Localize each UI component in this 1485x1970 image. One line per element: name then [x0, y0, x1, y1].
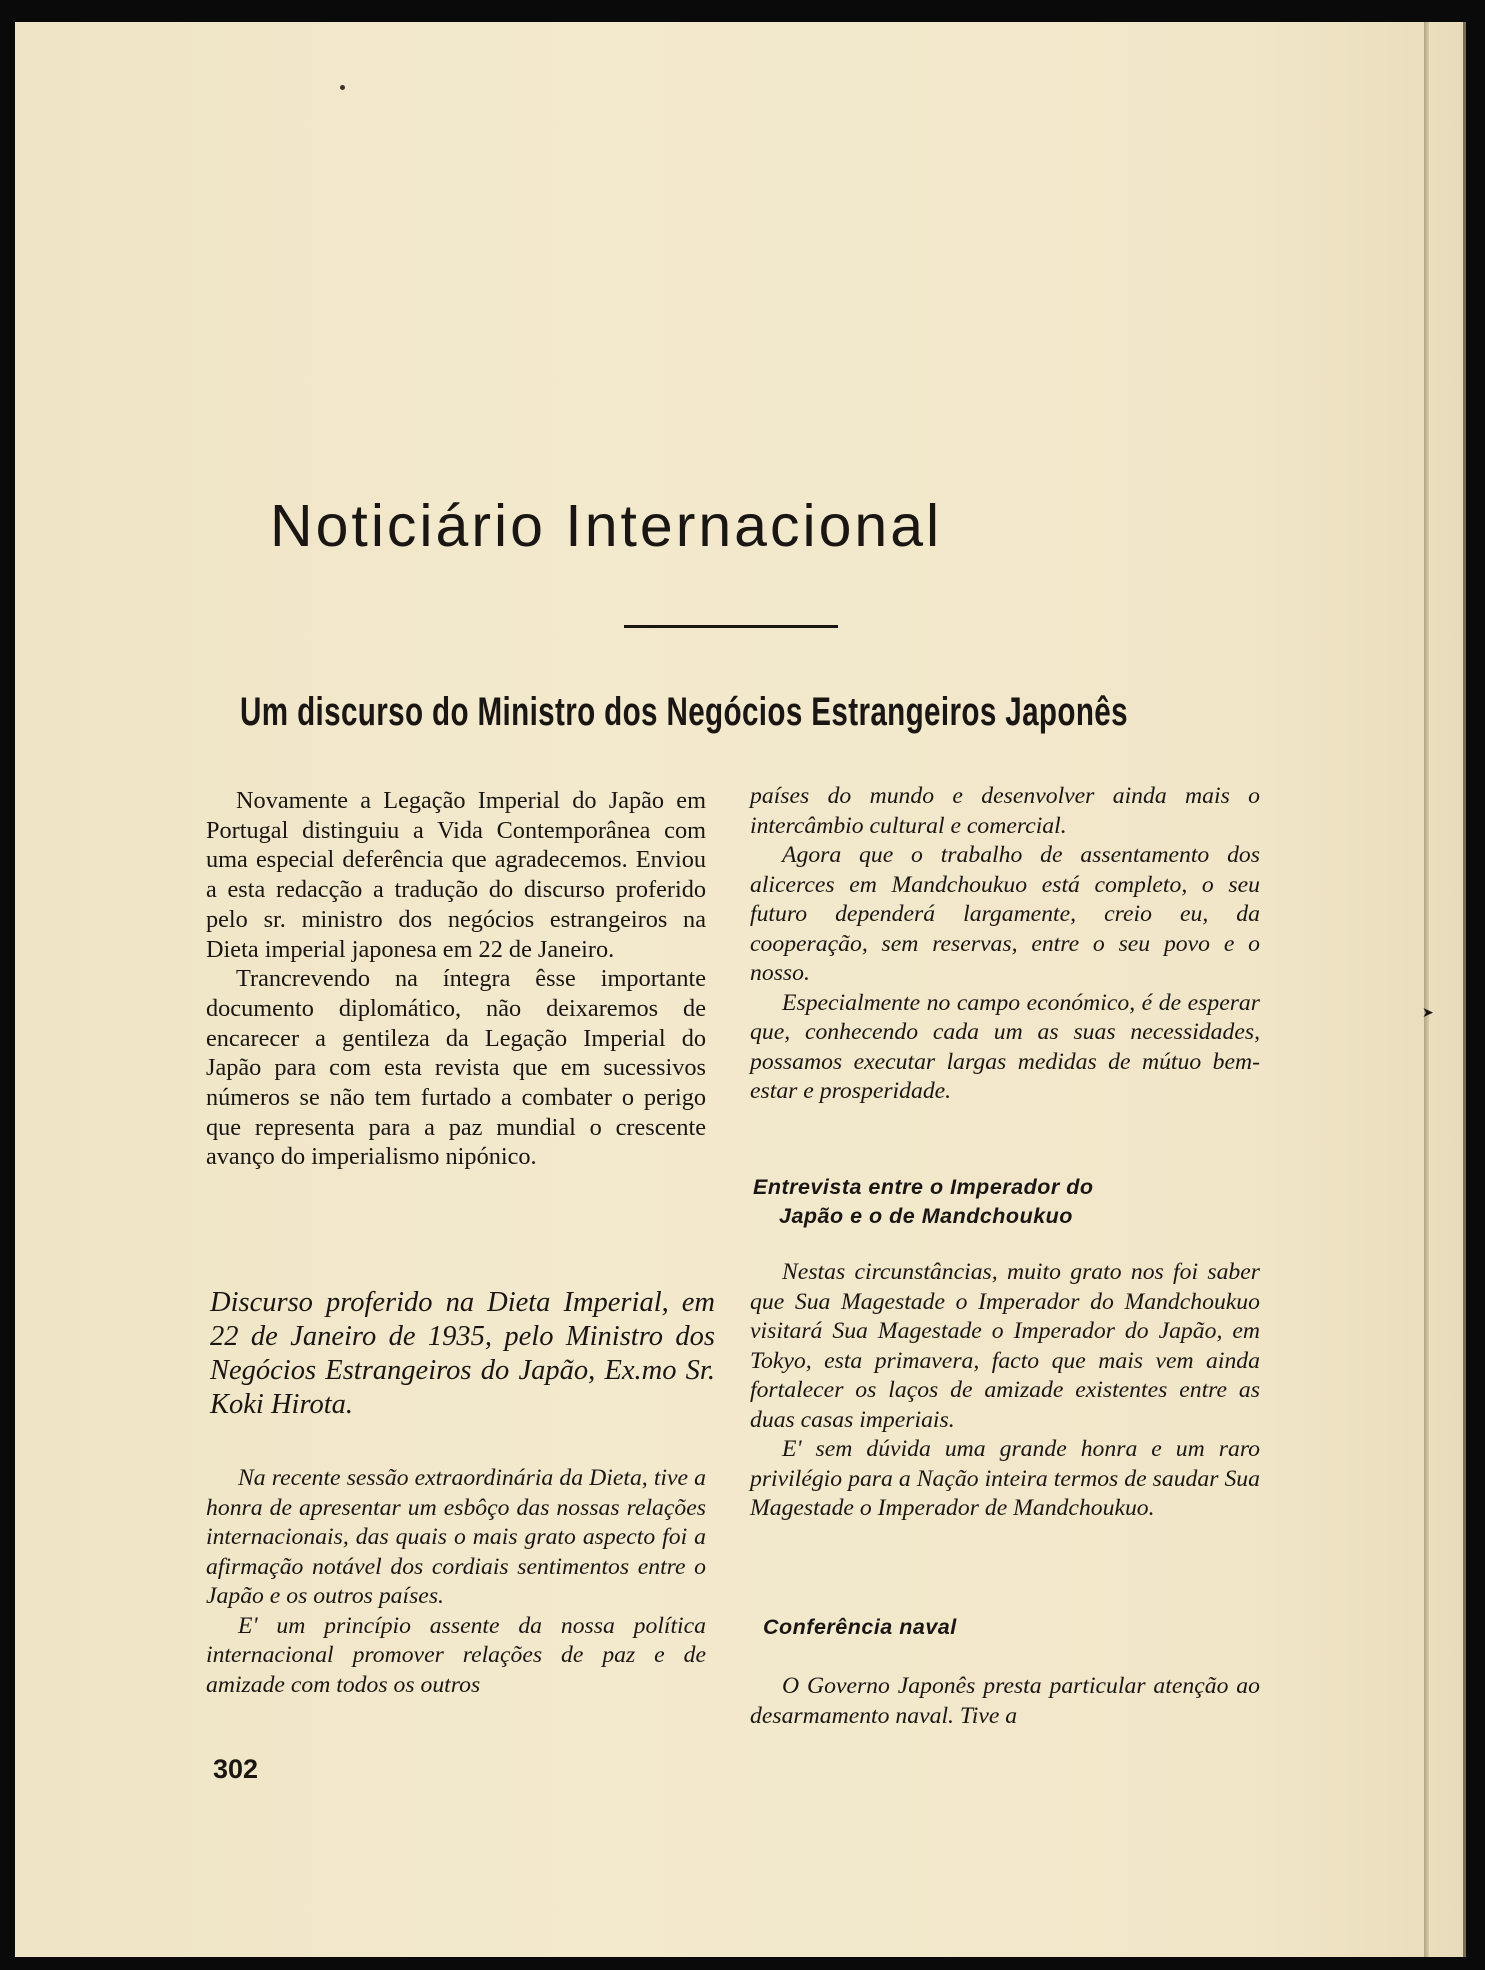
- speech-paragraph: Agora que o trabalho de assentamento dos alicerces em Mandchoukuo está completo, o seu futuro dependerá largamente, creio eu, da cooperação, sem reservas, entre o seu povo e o nosso.: [750, 842, 1260, 986]
- speech-left-column: [206, 1464, 706, 1700]
- page-edge: [1424, 22, 1429, 1957]
- speech-paragraph: países do mundo e desenvolver ainda mais o intercâmbio cultural e comercial.: [750, 783, 1260, 839]
- intro-text: [206, 786, 706, 1172]
- speech-paragraph: Nestas circunstâncias, muito grato nos foi saber que Sua Magestade o Imperador do Mandchoukuo visitará Sua Magestade o Imperador do Japão, em Tokyo, esta primavera, facto que mais vem ainda fortalecer os laços de amizade existentes entre as duas casas imperiais.: [750, 1259, 1260, 1433]
- speech-paragraph: Na recente sessão extraordinária da Dieta, tive a honra de apresentar um esbôço das nossas relações internacionais, das quais o mais grato aspecto foi a afirmação notável dos cordiais sentimentos entre o Japão e os outros países.: [206, 1465, 706, 1609]
- speech-right-column-2: [750, 1258, 1260, 1524]
- section-heading-interview: [753, 1173, 1233, 1231]
- speech-heading: Discurso proferido na Dieta Imperial, em 22 de Janeiro de 1935, pelo Ministro dos Negócios Estrangeiros do Japão, Ex.mo Sr. Koki Hirota.: [210, 1287, 715, 1420]
- intro-paragraph: Trancrevendo na íntegra êsse importante documento diplomático, não deixaremos de encarecer a gentileza da Legação Imperial do Japão para com esta revista que em sucessivos números se não tem furtado a combater o perigo que representa para a paz mundial o crescente avanço do imperialismo nipónico.: [206, 965, 706, 1171]
- section-heading-naval: Conferência naval: [763, 1615, 957, 1639]
- speech-paragraph: E' sem dúvida uma grande honra e um raro privilégio para a Nação inteira termos de saudar Sua Magestade o Imperador de Mandchoukuo.: [750, 1436, 1260, 1521]
- page-number: 302: [213, 1754, 259, 1784]
- page-title: Noticiário Internacional: [270, 493, 943, 559]
- article-subtitle: Um discurso do Ministro dos Negócios Estrangeiros Japonês: [240, 690, 1128, 734]
- intro-paragraph: Novamente a Legação Imperial do Japão em Portugal distinguiu a Vida Contemporânea com uma especial deferência que agradecemos. Enviou a esta redacção a tradução do discurso proferido pelo sr. ministro dos negócios estrangeiros na Dieta imperial japonesa em 22 de Janeiro.: [206, 787, 706, 963]
- speech-paragraph: E' um princípio assente da nossa política internacional promover relações de paz e de amizade com todos os outros: [206, 1612, 706, 1698]
- speech-right-column-1: [750, 782, 1260, 1107]
- section-heading-line: Entrevista entre o Imperador do: [753, 1175, 1094, 1199]
- ink-speck: [340, 85, 345, 90]
- speech-right-column-3: [750, 1672, 1260, 1731]
- margin-arrow-icon: ➤: [1422, 1006, 1434, 1021]
- title-rule: [624, 625, 838, 628]
- speech-paragraph: O Governo Japonês presta particular atenção ao desarmamento naval. Tive a: [750, 1673, 1260, 1729]
- section-heading-line: Japão e o de Mandchoukuo: [779, 1204, 1073, 1228]
- speech-paragraph: Especialmente no campo económico, é de esperar que, conhecendo cada um as suas necessidades, possamos executar largas medidas de mútuo bem-estar e prosperidade.: [750, 989, 1260, 1104]
